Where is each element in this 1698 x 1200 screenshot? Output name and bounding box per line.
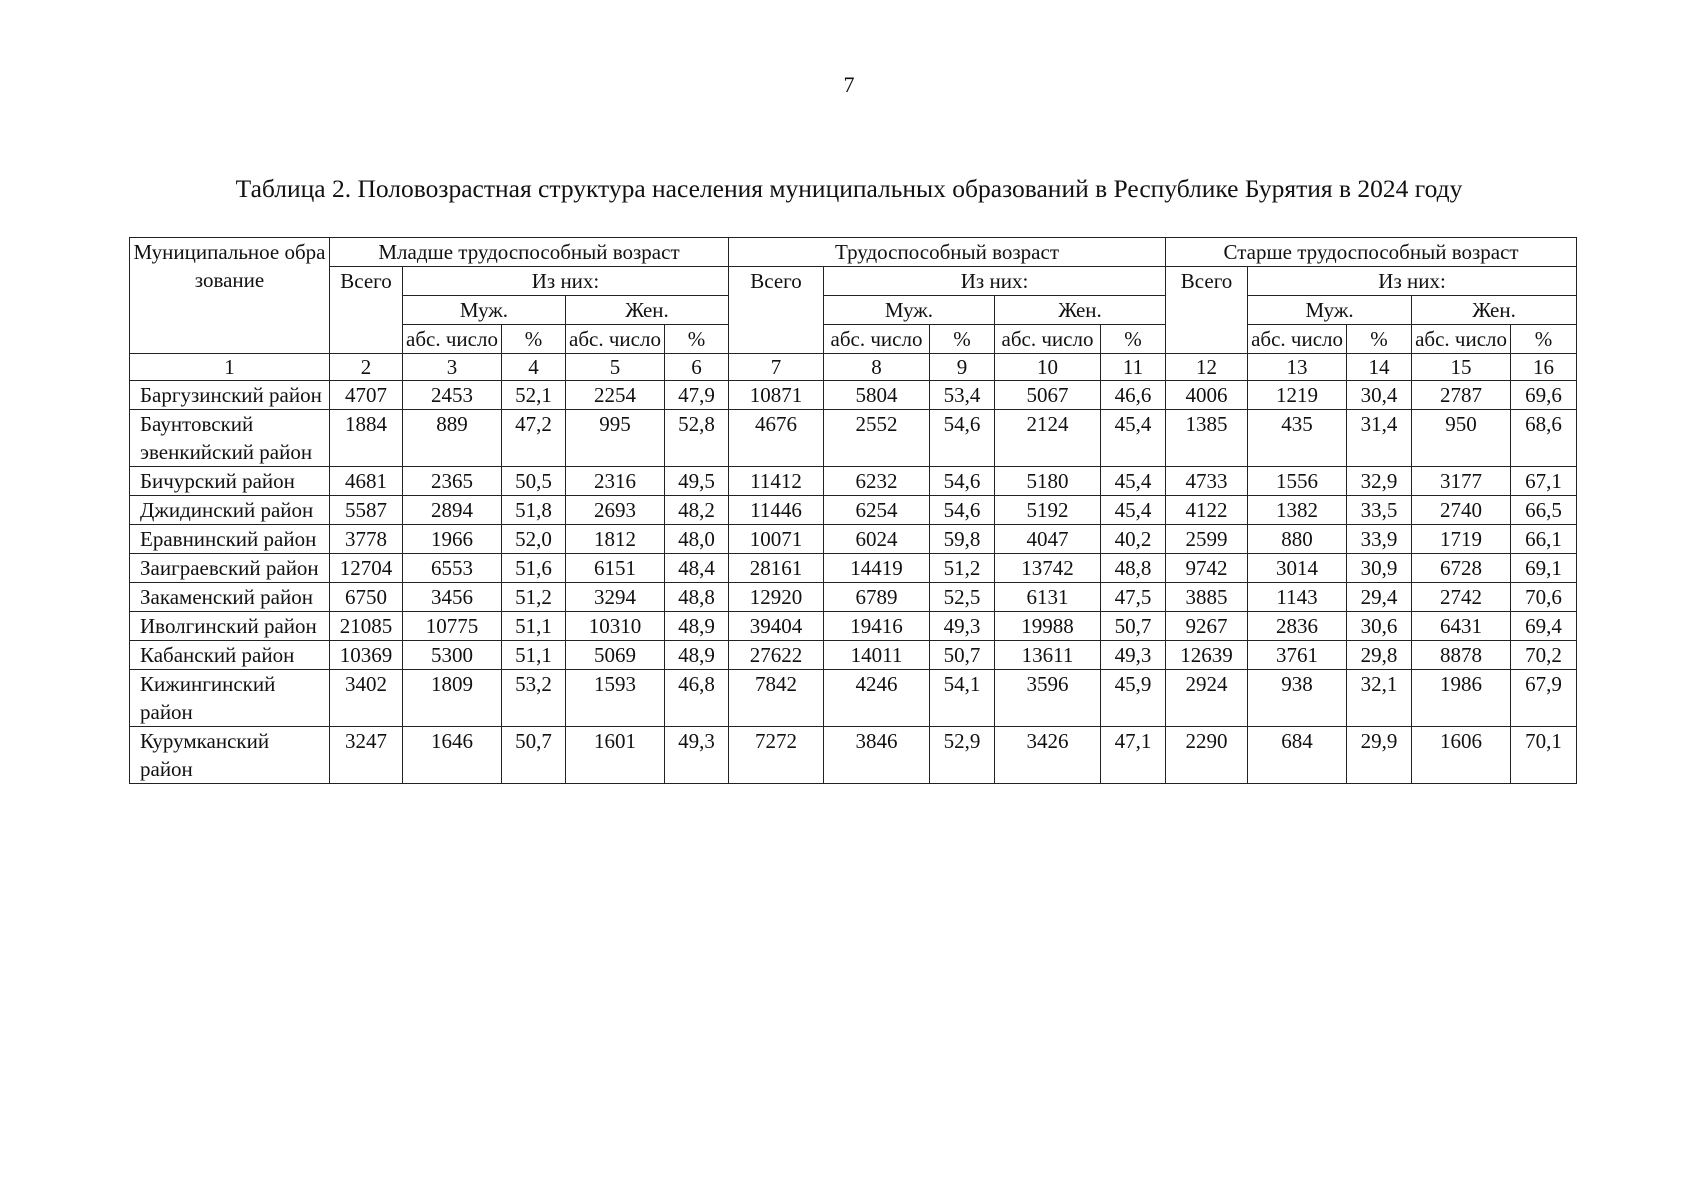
table-cell: 3247 bbox=[330, 727, 403, 784]
table-cell: 53,4 bbox=[930, 381, 995, 410]
header-pct: % bbox=[1347, 325, 1412, 354]
table-cell: 69,4 bbox=[1511, 612, 1577, 641]
table-cell: 30,6 bbox=[1347, 612, 1412, 641]
column-number: 12 bbox=[1166, 354, 1248, 381]
header-young-female: Жен. bbox=[566, 296, 729, 325]
table-cell: 2552 bbox=[824, 410, 930, 467]
table-row bbox=[130, 381, 1577, 410]
header-young-age: Младше трудоспособный возраст bbox=[330, 238, 729, 267]
table-cell: 47,1 bbox=[1101, 727, 1166, 784]
table-cell: 6254 bbox=[824, 496, 930, 525]
header-pct: % bbox=[665, 325, 729, 354]
table-cell: 880 bbox=[1248, 525, 1347, 554]
table-cell: 51,2 bbox=[502, 583, 566, 612]
header-old-male: Муж. bbox=[1248, 296, 1412, 325]
table-row bbox=[130, 612, 1577, 641]
table-cell: 49,3 bbox=[930, 612, 995, 641]
table-cell: 39404 bbox=[729, 612, 824, 641]
table-row bbox=[130, 583, 1577, 612]
table-row bbox=[130, 410, 1577, 467]
table-cell: 2599 bbox=[1166, 525, 1248, 554]
header-working-total: Всего bbox=[729, 267, 824, 354]
table-cell: 5804 bbox=[824, 381, 930, 410]
table-cell: 11446 bbox=[729, 496, 824, 525]
table-cell: 30,4 bbox=[1347, 381, 1412, 410]
table-cell: 13611 bbox=[995, 641, 1101, 670]
header-old-total: Всего bbox=[1166, 267, 1248, 354]
table-cell: 2836 bbox=[1248, 612, 1347, 641]
table-cell: 48,2 bbox=[665, 496, 729, 525]
municipality-name: Заиграевский район bbox=[130, 554, 330, 583]
table-cell: 6750 bbox=[330, 583, 403, 612]
table-cell: 2316 bbox=[566, 467, 665, 496]
table-cell: 50,7 bbox=[502, 727, 566, 784]
table-cell: 30,9 bbox=[1347, 554, 1412, 583]
header-abs: абс. число bbox=[1412, 325, 1511, 354]
table-cell: 59,8 bbox=[930, 525, 995, 554]
table-cell: 67,9 bbox=[1511, 670, 1577, 727]
header-pct: % bbox=[502, 325, 566, 354]
table-cell: 10071 bbox=[729, 525, 824, 554]
table-cell: 1812 bbox=[566, 525, 665, 554]
table-cell: 6789 bbox=[824, 583, 930, 612]
table-cell: 889 bbox=[403, 410, 502, 467]
table-cell: 45,4 bbox=[1101, 467, 1166, 496]
table-cell: 29,4 bbox=[1347, 583, 1412, 612]
table-cell: 70,6 bbox=[1511, 583, 1577, 612]
table-cell: 1719 bbox=[1412, 525, 1511, 554]
table-row bbox=[130, 467, 1577, 496]
table-cell: 3014 bbox=[1248, 554, 1347, 583]
table-cell: 48,0 bbox=[665, 525, 729, 554]
table-cell: 2365 bbox=[403, 467, 502, 496]
table-cell: 938 bbox=[1248, 670, 1347, 727]
table-cell: 5069 bbox=[566, 641, 665, 670]
table-cell: 4246 bbox=[824, 670, 930, 727]
table-cell: 6553 bbox=[403, 554, 502, 583]
header-old-female: Жен. bbox=[1412, 296, 1577, 325]
header-old-of-them: Из них: bbox=[1248, 267, 1577, 296]
table-cell: 51,1 bbox=[502, 612, 566, 641]
table-cell: 67,1 bbox=[1511, 467, 1577, 496]
table-cell: 3761 bbox=[1248, 641, 1347, 670]
column-number: 7 bbox=[729, 354, 824, 381]
table-cell: 54,1 bbox=[930, 670, 995, 727]
table-cell: 50,7 bbox=[1101, 612, 1166, 641]
table-cell: 13742 bbox=[995, 554, 1101, 583]
table-cell: 9742 bbox=[1166, 554, 1248, 583]
table-cell: 4006 bbox=[1166, 381, 1248, 410]
table-cell: 19416 bbox=[824, 612, 930, 641]
table-cell: 48,8 bbox=[665, 583, 729, 612]
column-number: 16 bbox=[1511, 354, 1577, 381]
table-cell: 2924 bbox=[1166, 670, 1248, 727]
table-cell: 6151 bbox=[566, 554, 665, 583]
table-cell: 995 bbox=[566, 410, 665, 467]
table-cell: 10369 bbox=[330, 641, 403, 670]
table-cell: 1966 bbox=[403, 525, 502, 554]
table-cell: 66,1 bbox=[1511, 525, 1577, 554]
table-cell: 6431 bbox=[1412, 612, 1511, 641]
table-cell: 28161 bbox=[729, 554, 824, 583]
table-cell: 3778 bbox=[330, 525, 403, 554]
table-cell: 3596 bbox=[995, 670, 1101, 727]
table-cell: 48,4 bbox=[665, 554, 729, 583]
header-working-of-them: Из них: bbox=[824, 267, 1166, 296]
header-working-female: Жен. bbox=[995, 296, 1166, 325]
table-cell: 5067 bbox=[995, 381, 1101, 410]
table-cell: 1601 bbox=[566, 727, 665, 784]
table-cell: 5300 bbox=[403, 641, 502, 670]
table-cell: 2290 bbox=[1166, 727, 1248, 784]
table-cell: 46,6 bbox=[1101, 381, 1166, 410]
table-cell: 27622 bbox=[729, 641, 824, 670]
table-cell: 54,6 bbox=[930, 496, 995, 525]
table-row bbox=[130, 525, 1577, 554]
table-cell: 12704 bbox=[330, 554, 403, 583]
table-cell: 1385 bbox=[1166, 410, 1248, 467]
table-cell: 1809 bbox=[403, 670, 502, 727]
table-cell: 2254 bbox=[566, 381, 665, 410]
column-number: 4 bbox=[502, 354, 566, 381]
table-cell: 2894 bbox=[403, 496, 502, 525]
table-cell: 2742 bbox=[1412, 583, 1511, 612]
table-cell: 4707 bbox=[330, 381, 403, 410]
table-cell: 50,5 bbox=[502, 467, 566, 496]
table-cell: 49,5 bbox=[665, 467, 729, 496]
table-cell: 7272 bbox=[729, 727, 824, 784]
column-number: 11 bbox=[1101, 354, 1166, 381]
table-cell: 33,9 bbox=[1347, 525, 1412, 554]
table-row bbox=[130, 554, 1577, 583]
table-cell: 48,9 bbox=[665, 641, 729, 670]
table-cell: 4681 bbox=[330, 467, 403, 496]
table-cell: 5192 bbox=[995, 496, 1101, 525]
table-cell: 9267 bbox=[1166, 612, 1248, 641]
table-cell: 69,1 bbox=[1511, 554, 1577, 583]
table-cell: 7842 bbox=[729, 670, 824, 727]
table-cell: 32,9 bbox=[1347, 467, 1412, 496]
table-cell: 50,7 bbox=[930, 641, 995, 670]
table-cell: 29,9 bbox=[1347, 727, 1412, 784]
table-cell: 52,1 bbox=[502, 381, 566, 410]
table-cell: 52,9 bbox=[930, 727, 995, 784]
table-cell: 1382 bbox=[1248, 496, 1347, 525]
table-cell: 1219 bbox=[1248, 381, 1347, 410]
header-abs: абс. число bbox=[403, 325, 502, 354]
table-cell: 69,6 bbox=[1511, 381, 1577, 410]
table-cell: 51,8 bbox=[502, 496, 566, 525]
municipality-name: Кижингинский район bbox=[130, 670, 330, 727]
table-cell: 10871 bbox=[729, 381, 824, 410]
municipality-name: Еравнинский район bbox=[130, 525, 330, 554]
table-cell: 52,5 bbox=[930, 583, 995, 612]
header-abs: абс. число bbox=[1248, 325, 1347, 354]
table-title: Таблица 2. Половозрастная структура населения муниципальных образований в Республике Бурятия в 2024 году bbox=[235, 174, 1463, 203]
table-cell: 6728 bbox=[1412, 554, 1511, 583]
table-cell: 435 bbox=[1248, 410, 1347, 467]
table-cell: 3885 bbox=[1166, 583, 1248, 612]
table-cell: 2740 bbox=[1412, 496, 1511, 525]
table-cell: 1884 bbox=[330, 410, 403, 467]
municipality-name: Курумканский район bbox=[130, 727, 330, 784]
header-working-male: Муж. bbox=[824, 296, 995, 325]
table-cell: 21085 bbox=[330, 612, 403, 641]
column-number: 3 bbox=[403, 354, 502, 381]
header-old-age: Старше трудоспособный возраст bbox=[1166, 238, 1577, 267]
table-cell: 53,2 bbox=[502, 670, 566, 727]
table-cell: 3426 bbox=[995, 727, 1101, 784]
table-cell: 1986 bbox=[1412, 670, 1511, 727]
table-cell: 47,9 bbox=[665, 381, 729, 410]
municipality-name: Кабанский район bbox=[130, 641, 330, 670]
table-cell: 4676 bbox=[729, 410, 824, 467]
table-cell: 5180 bbox=[995, 467, 1101, 496]
header-working-age: Трудоспособный возраст bbox=[729, 238, 1166, 267]
table-cell: 12920 bbox=[729, 583, 824, 612]
table-cell: 10775 bbox=[403, 612, 502, 641]
table-cell: 2787 bbox=[1412, 381, 1511, 410]
table-cell: 1556 bbox=[1248, 467, 1347, 496]
table-cell: 70,1 bbox=[1511, 727, 1577, 784]
table-cell: 1143 bbox=[1248, 583, 1347, 612]
table-cell: 45,4 bbox=[1101, 410, 1166, 467]
header-young-total: Всего bbox=[330, 267, 403, 354]
municipality-name: Баунтовский эвенкийский район bbox=[130, 410, 330, 467]
table-cell: 3177 bbox=[1412, 467, 1511, 496]
column-number: 1 bbox=[130, 354, 330, 381]
table-cell: 52,0 bbox=[502, 525, 566, 554]
table-cell: 47,2 bbox=[502, 410, 566, 467]
table-cell: 49,3 bbox=[665, 727, 729, 784]
municipality-name: Баргузинский район bbox=[130, 381, 330, 410]
table-cell: 1593 bbox=[566, 670, 665, 727]
column-number: 2 bbox=[330, 354, 403, 381]
table-cell: 49,3 bbox=[1101, 641, 1166, 670]
header-abs: абс. число bbox=[566, 325, 665, 354]
table-cell: 1606 bbox=[1412, 727, 1511, 784]
table-cell: 2453 bbox=[403, 381, 502, 410]
table-cell: 2693 bbox=[566, 496, 665, 525]
table-cell: 70,2 bbox=[1511, 641, 1577, 670]
table-cell: 40,2 bbox=[1101, 525, 1166, 554]
table-cell: 4122 bbox=[1166, 496, 1248, 525]
column-number: 14 bbox=[1347, 354, 1412, 381]
header-pct: % bbox=[1511, 325, 1577, 354]
table-row bbox=[130, 670, 1577, 727]
table-row bbox=[130, 641, 1577, 670]
page-number: 7 bbox=[843, 72, 855, 97]
table-cell: 3456 bbox=[403, 583, 502, 612]
table-cell: 45,4 bbox=[1101, 496, 1166, 525]
table-cell: 10310 bbox=[566, 612, 665, 641]
column-number: 5 bbox=[566, 354, 665, 381]
column-number: 13 bbox=[1248, 354, 1347, 381]
table-cell: 14011 bbox=[824, 641, 930, 670]
table-cell: 31,4 bbox=[1347, 410, 1412, 467]
header-young-male: Муж. bbox=[403, 296, 566, 325]
column-number: 10 bbox=[995, 354, 1101, 381]
table-row bbox=[130, 496, 1577, 525]
table-cell: 54,6 bbox=[930, 410, 995, 467]
table-cell: 46,8 bbox=[665, 670, 729, 727]
header-pct: % bbox=[930, 325, 995, 354]
municipality-name: Иволгинский район bbox=[130, 612, 330, 641]
table-cell: 66,5 bbox=[1511, 496, 1577, 525]
table-cell: 29,8 bbox=[1347, 641, 1412, 670]
column-number: 9 bbox=[930, 354, 995, 381]
table-cell: 1646 bbox=[403, 727, 502, 784]
header-municipality: Муниципальное образование bbox=[130, 238, 330, 354]
column-numbers-row bbox=[130, 354, 1577, 381]
table-cell: 32,1 bbox=[1347, 670, 1412, 727]
table-cell: 6131 bbox=[995, 583, 1101, 612]
table-cell: 3402 bbox=[330, 670, 403, 727]
table-cell: 3846 bbox=[824, 727, 930, 784]
table-cell: 68,6 bbox=[1511, 410, 1577, 467]
table-cell: 51,1 bbox=[502, 641, 566, 670]
table-cell: 5587 bbox=[330, 496, 403, 525]
table-cell: 19988 bbox=[995, 612, 1101, 641]
table-cell: 8878 bbox=[1412, 641, 1511, 670]
table-cell: 3294 bbox=[566, 583, 665, 612]
table-cell: 51,6 bbox=[502, 554, 566, 583]
table-cell: 47,5 bbox=[1101, 583, 1166, 612]
table-cell: 6024 bbox=[824, 525, 930, 554]
column-number: 6 bbox=[665, 354, 729, 381]
table-cell: 51,2 bbox=[930, 554, 995, 583]
table-row bbox=[130, 727, 1577, 784]
table-cell: 52,8 bbox=[665, 410, 729, 467]
table-cell: 14419 bbox=[824, 554, 930, 583]
header-abs: абс. число bbox=[824, 325, 930, 354]
column-number: 8 bbox=[824, 354, 930, 381]
header-pct: % bbox=[1101, 325, 1166, 354]
column-number: 15 bbox=[1412, 354, 1511, 381]
header-young-of-them: Из них: bbox=[403, 267, 729, 296]
table-cell: 11412 bbox=[729, 467, 824, 496]
table-cell: 48,8 bbox=[1101, 554, 1166, 583]
table-cell: 950 bbox=[1412, 410, 1511, 467]
table-cell: 4047 bbox=[995, 525, 1101, 554]
table-cell: 6232 bbox=[824, 467, 930, 496]
table-cell: 4733 bbox=[1166, 467, 1248, 496]
table-cell: 45,9 bbox=[1101, 670, 1166, 727]
header-abs: абс. число bbox=[995, 325, 1101, 354]
population-table bbox=[129, 237, 1577, 784]
municipality-name: Бичурский район bbox=[130, 467, 330, 496]
table-cell: 33,5 bbox=[1347, 496, 1412, 525]
municipality-name: Закаменский район bbox=[130, 583, 330, 612]
table-cell: 2124 bbox=[995, 410, 1101, 467]
table-cell: 54,6 bbox=[930, 467, 995, 496]
table-cell: 48,9 bbox=[665, 612, 729, 641]
table-cell: 684 bbox=[1248, 727, 1347, 784]
municipality-name: Джидинский район bbox=[130, 496, 330, 525]
table-cell: 12639 bbox=[1166, 641, 1248, 670]
